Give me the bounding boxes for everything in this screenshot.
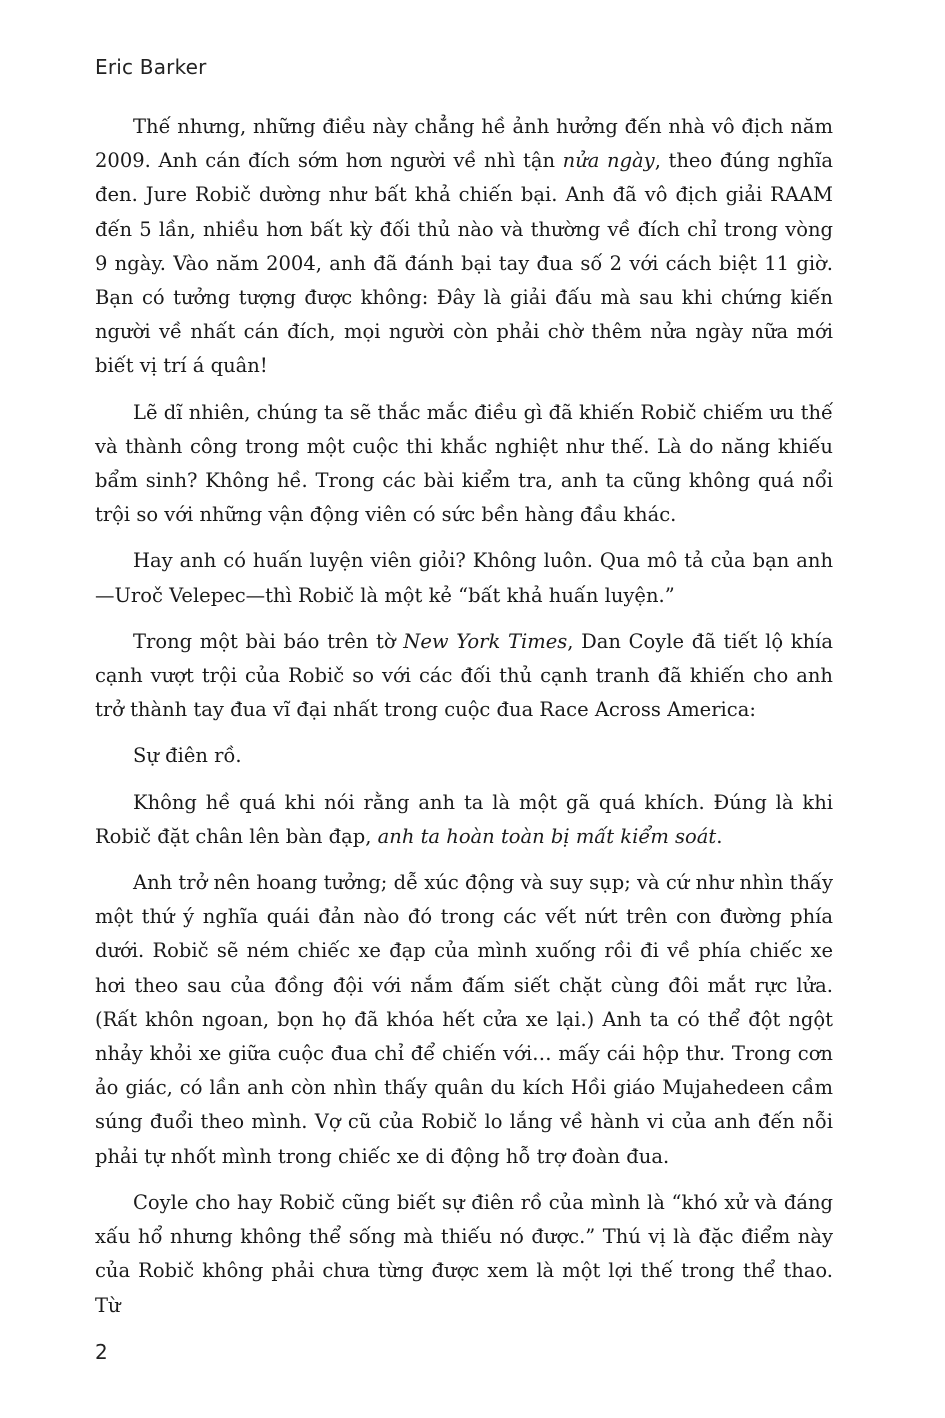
emphasis-text: anh ta hoàn toàn bị mất kiểm soát xyxy=(377,824,717,848)
paragraph xyxy=(95,544,833,612)
paragraph xyxy=(95,1186,833,1323)
body-text xyxy=(95,110,833,1335)
paragraph xyxy=(95,396,833,533)
text-segment: Lẽ dĩ nhiên, chúng ta sẽ thắc mắc điều gì đã khiến Robič chiếm ưu thế và thành công trong một cuộc thi khắc nghiệt như thế. Là do năng khiếu bẩm sinh? Không hề. Trong các bài kiểm tra, anh ta cũng không quá nổi trội so với những vận động viên có sức bền hàng đầu khác. xyxy=(95,400,833,527)
paragraph xyxy=(95,625,833,728)
paragraph xyxy=(95,866,833,1174)
text-segment: Coyle cho hay Robič cũng biết sự điên rồ của mình là “khó xử và đáng xấu hổ nhưng không thể sống mà thiếu nó được.” Thú vị là đặc điểm này của Robič không phải chưa từng được xem là một lợi thế trong thể thao. Từ xyxy=(95,1190,833,1317)
text-segment: , Dan Coyle đã tiết lộ khía cạnh vượt trội của Robič so với các đối thủ cạnh tranh đã khiến cho anh trở thành tay đua vĩ đại nhất trong cuộc đua Race Across America: xyxy=(95,629,833,722)
paragraph xyxy=(95,739,833,773)
text-segment: , theo đúng nghĩa đen. Jure Robič dường như bất khả chiến bại. Anh đã vô địch giải RAAM đến 5 lần, nhiều hơn bất kỳ đối thủ nào và thường về đích chỉ trong vòng 9 ngày. Vào năm 2004, anh đã đánh bại tay đua số 2 với cách biệt 11 giờ. Bạn có tưởng tượng được không: Đây là giải đấu mà sau khi chứng kiến người về nhất cán đích, mọi người còn phải chờ thêm nửa ngày nữa mới biết vị trí á quân! xyxy=(95,149,833,378)
text-segment: Anh trở nên hoang tưởng; dễ xúc động và suy sụp; và cứ như nhìn thấy một thứ ý nghĩa quái đản nào đó trong các vết nứt trên con đường phía dưới. Robič sẽ ném chiếc xe đạp của mình xuống rồi đi về phía chiếc xe hơi theo sau của đồng đội với nắm đấm siết chặt cùng đôi mắt rực lửa. (Rất khôn ngoan, bọn họ đã khóa hết cửa xe lại.) Anh ta có thể đột ngột nhảy khỏi xe giữa cuộc đua chỉ để chiến với… mấy cái hộp thư. Trong cơn ảo giác, có lần anh còn nhìn thấy quân du kích Hồi giáo Mujahedeen cầm súng đuổi theo mình. Vợ cũ của Robič lo lắng về hành vi của anh đến nỗi phải tự nhốt mình trong chiếc xe di động hỗ trợ đoàn đua. xyxy=(95,871,833,1168)
text-segment: . xyxy=(716,824,723,848)
page-number: 2 xyxy=(95,1340,108,1364)
emphasis-text: nửa ngày xyxy=(562,149,655,173)
text-segment: Hay anh có huấn luyện viên giỏi? Không luôn. Qua mô tả của bạn anh—Uroč Velepec—thì Robič là một kẻ “bất khả huấn luyện.” xyxy=(95,549,833,607)
emphasis-text: New York Times xyxy=(403,629,568,653)
text-segment: Sự điên rồ. xyxy=(133,744,242,768)
text-segment: Không hề quá khi nói rằng anh ta là một gã quá khích. Đúng là khi Robič đặt chân lên bàn đạp, xyxy=(95,790,833,848)
text-segment: Thế nhưng, những điều này chẳng hề ảnh hưởng đến nhà vô địch năm 2009. Anh cán đích sớm hơn người về nhì tận xyxy=(95,115,833,173)
paragraph xyxy=(95,786,833,854)
paragraph xyxy=(95,110,833,384)
text-segment: Trong một bài báo trên tờ xyxy=(133,629,404,653)
running-header-author: Eric Barker xyxy=(95,55,207,79)
